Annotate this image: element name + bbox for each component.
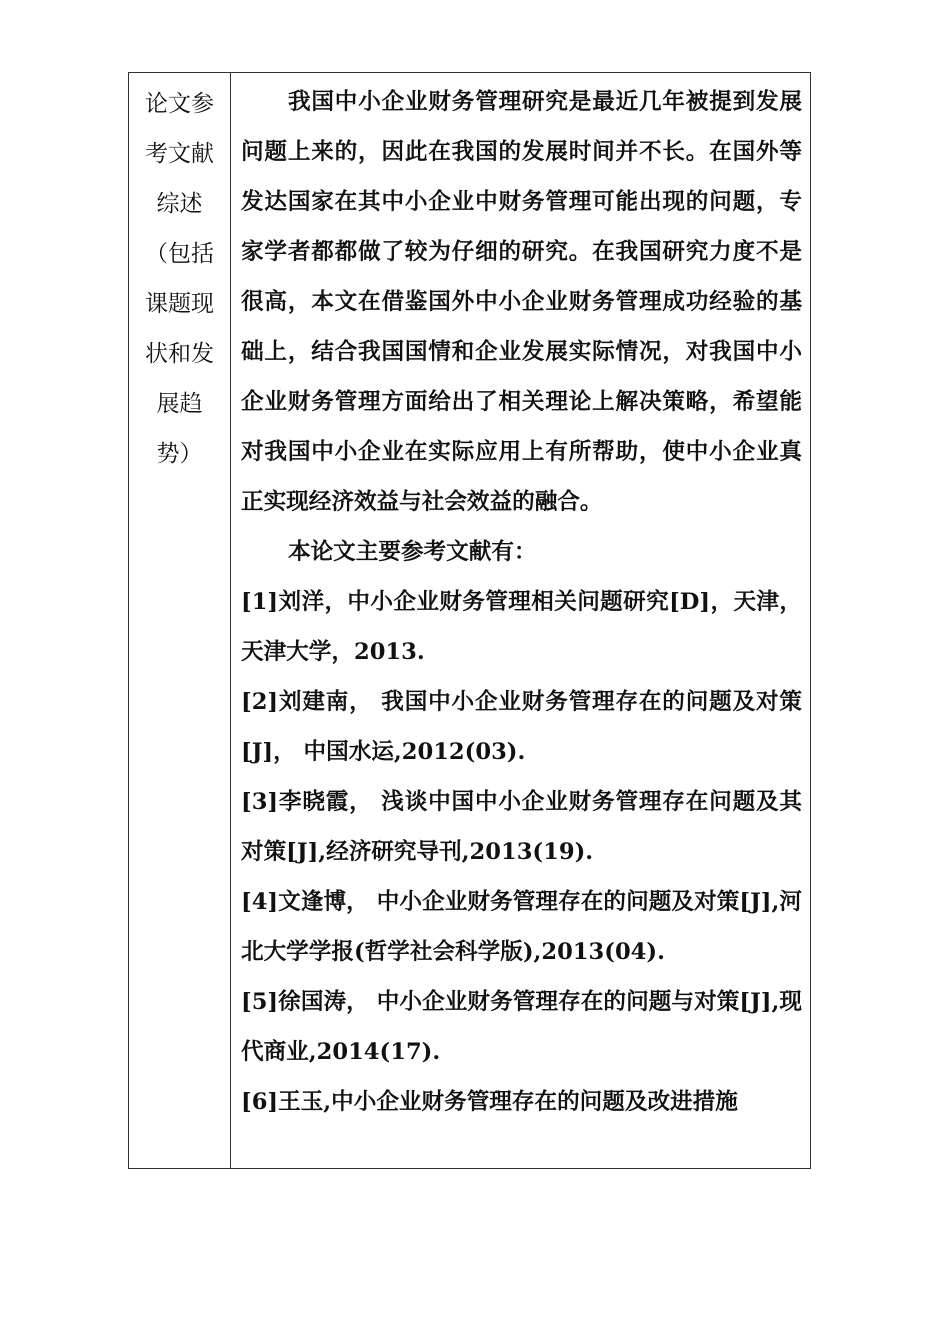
reference-item: [1]刘洋，中小企业财务管理相关问题研究[D]，天津， 天津大学，2013. <box>241 589 802 665</box>
literature-review-table <box>128 72 811 1169</box>
row-label-line: 状和发 <box>145 341 214 367</box>
row-label-line: （包括 <box>145 241 214 267</box>
row-label-line: 展趋 <box>156 391 203 417</box>
review-paragraph: 我国中小企业财务管理研究是最近几年被提到发展问题上来的，因此在我国的发展时间并不长。在国外等发达国家在其中小企业中财务管理可能出现的问题，专家学者都都做了较为仔细的研究。在我国研究力度不是很高，本文在借鉴国外中小企业财务管理成功经验的基础上，结合我国国情和企业发展实际情况，对我国中小企业财务管理方面给出了相关理论上解决策略，希望能对我国中小企业在实际应用上有所帮助，使中小企业真正实现经济效益与社会效益的融合。 <box>241 89 802 515</box>
reference-item: [2]刘建南， 我国中小企业财务管理存在的问题及对策[J]， 中国水运,2012(03). <box>241 689 802 765</box>
row-label-line: 综述 <box>156 191 203 217</box>
row-label-cell <box>129 73 231 1168</box>
reference-item: [5]徐国涛， 中小企业财务管理存在的问题与对策[J],现代商业,2014(17). <box>241 989 802 1065</box>
row-label-line: 势） <box>156 441 203 467</box>
references-heading: 本论文主要参考文献有： <box>288 539 537 565</box>
review-content-cell <box>231 73 810 1168</box>
reference-item: [4]文逢博， 中小企业财务管理存在的问题及对策[J],河北大学学报(哲学社会科学版),2013(04). <box>241 889 802 965</box>
row-label-line: 论文参 <box>145 91 214 117</box>
reference-item: [3]李晓霞， 浅谈中国中小企业财务管理存在问题及其对策[J],经济研究导刊,2013(19). <box>241 789 802 865</box>
row-label-line: 课题现 <box>145 291 214 317</box>
row-label-line: 考文献 <box>145 141 214 167</box>
reference-item: [6]王玉,中小企业财务管理存在的问题及改进措施 <box>241 1089 738 1115</box>
